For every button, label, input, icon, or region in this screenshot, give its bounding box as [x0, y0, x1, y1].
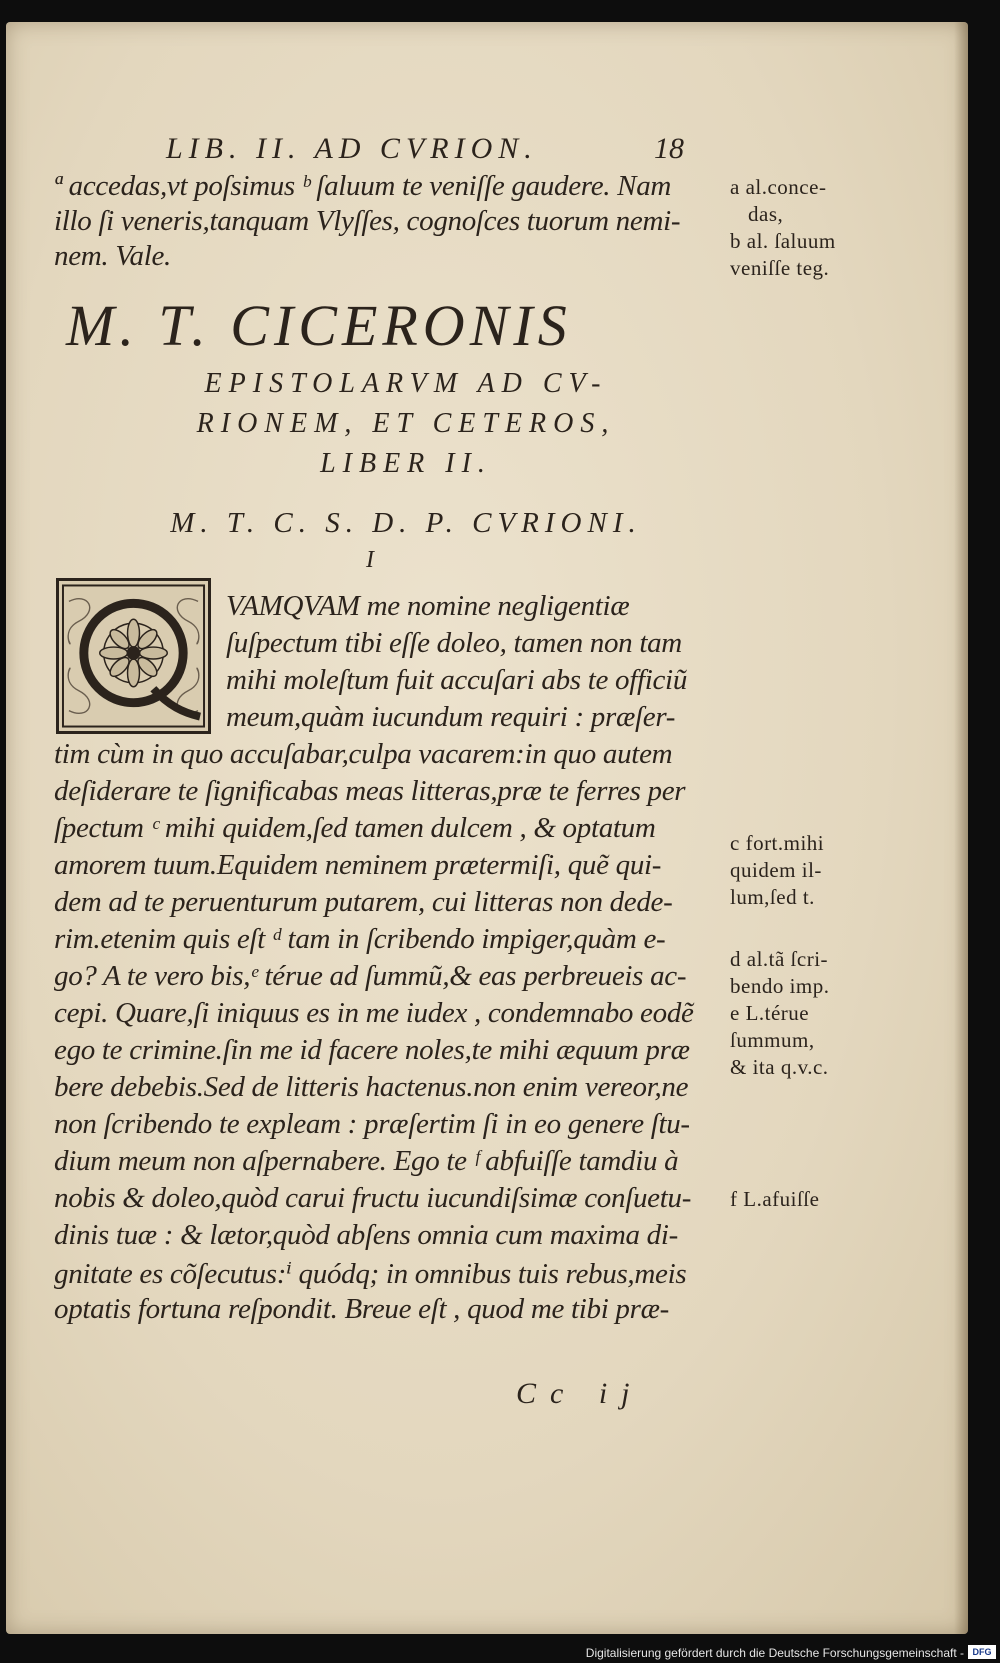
ornament-initial-q-icon: [59, 581, 208, 731]
body-line: non ſcribendo te expleam : præſertim ſi in eo genere ſtu-: [54, 1108, 690, 1140]
body-line: tim cùm in quo accuſabar,culpa vacarem:in quo autem: [54, 738, 673, 770]
initial-line: meum,quàm iucundum requiri : præſer-: [226, 701, 676, 733]
dfg-logo-icon: DFG: [968, 1645, 996, 1659]
main-title: M. T. CICERONIS: [66, 293, 572, 358]
body-line: dium meum non aſpernabere. Ego te ᶠ abfuiſſe tamdiu à: [54, 1145, 679, 1177]
opening-line: ª accedas,vt poſsimus ᵇ ſaluum te veniſſe gaudere. Nam: [54, 170, 672, 202]
initial-line: mihi moleſtum fuit accuſari abs te officiũ: [226, 664, 688, 696]
margin-note-c: [730, 830, 824, 911]
page-edge-shadow: [954, 22, 968, 1634]
margin-note-line: bendo imp.: [730, 974, 830, 998]
opening-line: illo ſi veneris,tanquam Vlyſſes, cognoſces tuorum nemi-: [54, 205, 681, 237]
book-page: [6, 22, 968, 1634]
body-line: ſpectum ᶜ mihi quidem,ſed tamen dulcem , & optatum: [54, 812, 656, 844]
initial-line: ſuſpectum tibi eſſe doleo, tamen non tam: [226, 627, 682, 659]
margin-note-line: d al.tã ſcri-: [730, 947, 829, 971]
margin-note-d: [730, 946, 830, 1081]
margin-note-line: e L.térue: [730, 1001, 810, 1025]
body-line: nobis & doleo,quòd carui fructu iucundiſsimæ conſuetu-: [54, 1182, 692, 1214]
margin-note-line: b al. ſaluum: [730, 229, 836, 253]
decorated-initial: [56, 578, 211, 734]
body-line: ego te crimine.ſin me id facere noles,te mihi æquum præ: [54, 1034, 690, 1066]
sub-title-line: LIBER II.: [320, 448, 492, 479]
margin-note-line: ſummum,: [730, 1028, 815, 1052]
signature-mark: Cc ij: [516, 1377, 644, 1410]
salutation: M. T. C. S. D. P. CVRIONI.: [170, 507, 642, 539]
margin-note-line: f L.afuiſſe: [730, 1187, 820, 1211]
body-line: gnitate es cõſecutus:ⁱ quódq; in omnibus tuis rebus,meis: [54, 1258, 687, 1290]
folio-number: 18: [654, 132, 684, 165]
margin-note-line: c fort.mihi: [730, 831, 825, 855]
margin-note-f: [730, 1186, 819, 1213]
body-line: rim.etenim quis eſt ᵈ tam in ſcribendo impiger,quàm e-: [54, 923, 666, 955]
body-line: bere debebis.Sed de litteris hactenus.non enim vereor,ne: [54, 1071, 689, 1103]
running-head: LIB. II. AD CVRION.: [166, 132, 538, 165]
body-line: deſiderare te ſignificabas meas litteras,præ te ferres per: [54, 775, 686, 807]
margin-note-line: & ita q.v.c.: [730, 1055, 829, 1079]
margin-note-line: lum,ſed t.: [730, 885, 815, 909]
decorated-initial-letter: Q: [59, 731, 60, 732]
margin-note-line: veniſſe teg.: [730, 256, 830, 280]
body-line: cepi. Quare,ſi iniquus es in me iudex , condemnabo eodẽ: [54, 997, 694, 1029]
letter-number: I: [366, 547, 374, 573]
body-line: dem ad te peruenturum putarem, cui litteras non dede-: [54, 886, 673, 918]
body-line: amorem tuum.Equidem neminem prætermiſi, quẽ qui-: [54, 849, 662, 881]
initial-line: VAMQVAM me nomine negligentiæ: [226, 590, 630, 622]
margin-note-line: a al.conce-: [730, 175, 827, 199]
body-line: go? A te vero bis,ᵉ térue ad ſummũ,& eas perbreueis ac-: [54, 960, 687, 992]
body-line: dinis tuæ : & lætor,quòd abſens omnia cum maxima di-: [54, 1219, 679, 1251]
footer-credit: Digitalisierung gefördert durch die Deutsche Forschungsgemeinschaft -: [585, 1646, 964, 1660]
sub-title-line: RIONEM, ET CETEROS,: [196, 408, 616, 439]
margin-note-line: quidem il-: [730, 858, 822, 882]
sub-title-line: EPISTOLARVM AD CV-: [204, 368, 608, 399]
margin-note-a: [730, 174, 836, 282]
opening-line: nem. Vale.: [54, 240, 171, 272]
margin-note-line: das,: [748, 202, 784, 226]
body-line: optatis fortuna reſpondit. Breue eſt , quod me tibi præ-: [54, 1293, 669, 1325]
